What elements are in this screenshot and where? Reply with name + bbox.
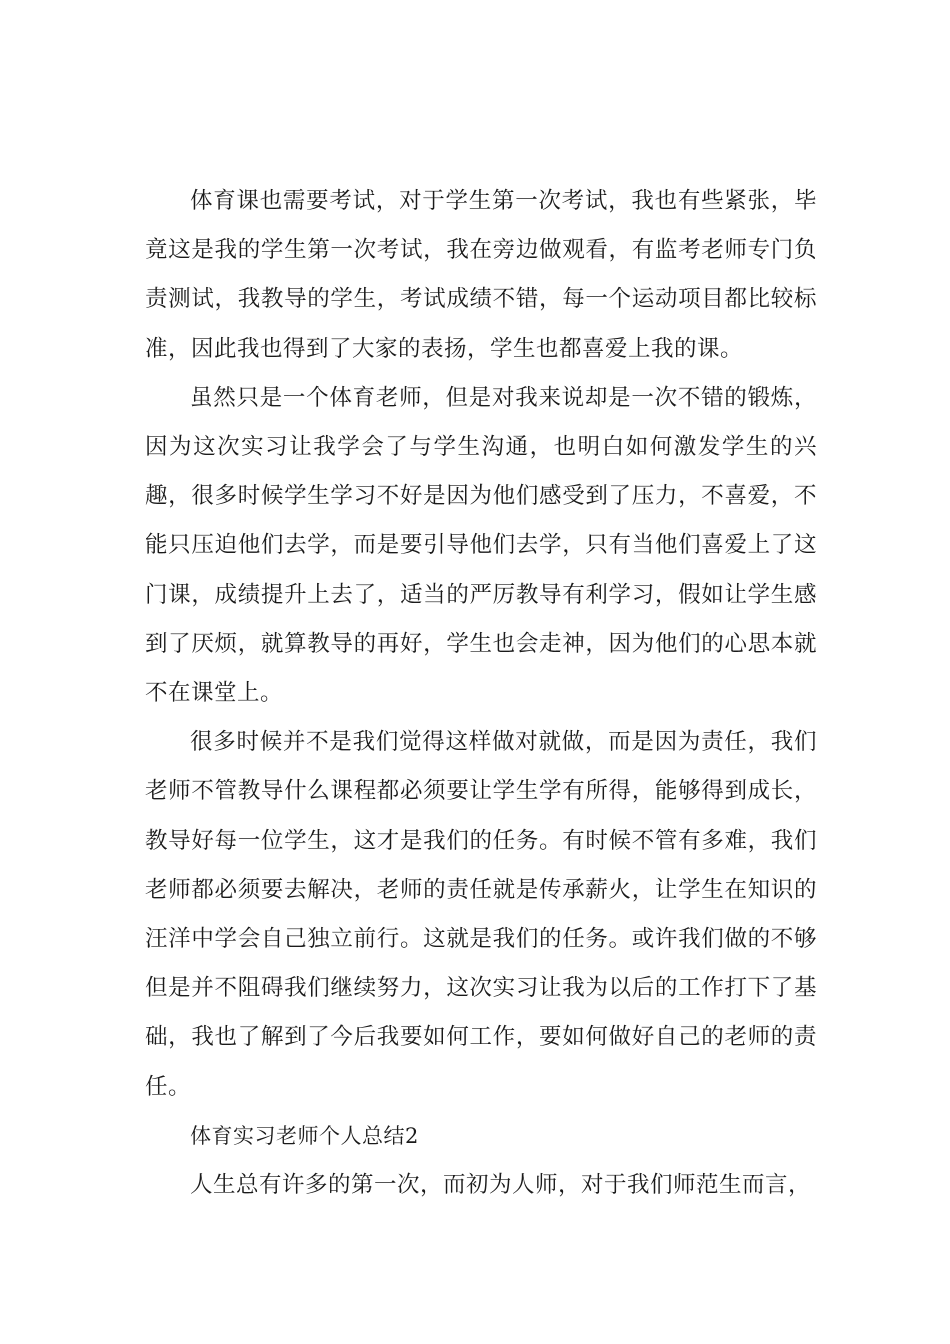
paragraph-first-time: 人生总有许多的第一次，而初为人师，对于我们师范生而言， — [190, 1172, 812, 1199]
paragraph-exam: 体育课也需要考试，对于学生第一次考试，我也有些紧张，毕竟这是我的学生第一次考试，我在旁边做观看，有监考老师专门负责测试，我教导的学生，考试成绩不错，每一个运动项目都比较标准，因此我也得到了大家的表扬，学生也都喜爱上我的课。 — [145, 188, 817, 362]
section-heading: 体育实习老师个人总结2 — [190, 1123, 419, 1148]
paragraph-responsibility: 很多时候并不是我们觉得这样做对就做，而是因为责任，我们老师不管教导什么课程都必须要让学生学有所得，能够得到成长，教导好每一位学生，这才是我们的任务。有时候不管有多难，我们老师都必须要去解决，老师的责任就是传承薪火，让学生在知识的汪洋中学会自己独立前行。这就是我们的任务。或许我们做的不够但是并不阻碍我们继续努力，这次实习让我为以后的工作打下了基础，我也了解到了今后我要如何工作，要如何做好自己的老师的责任。 — [145, 729, 817, 1100]
document-body — [145, 177, 817, 1210]
paragraph-training: 虽然只是一个体育老师，但是对我来说却是一次不错的锻炼，因为这次实习让我学会了与学生沟通，也明白如何激发学生的兴趣，很多时候学生学习不好是因为他们感受到了压力，不喜爱，不能只压迫他们去学，而是要引导他们去学，只有当他们喜爱上了这门课，成绩提升上去了，适当的严厉教导有利学习，假如让学生感到了厌烦，就算教导的再好，学生也会走神，因为他们的心思本就不在课堂上。 — [145, 384, 817, 707]
